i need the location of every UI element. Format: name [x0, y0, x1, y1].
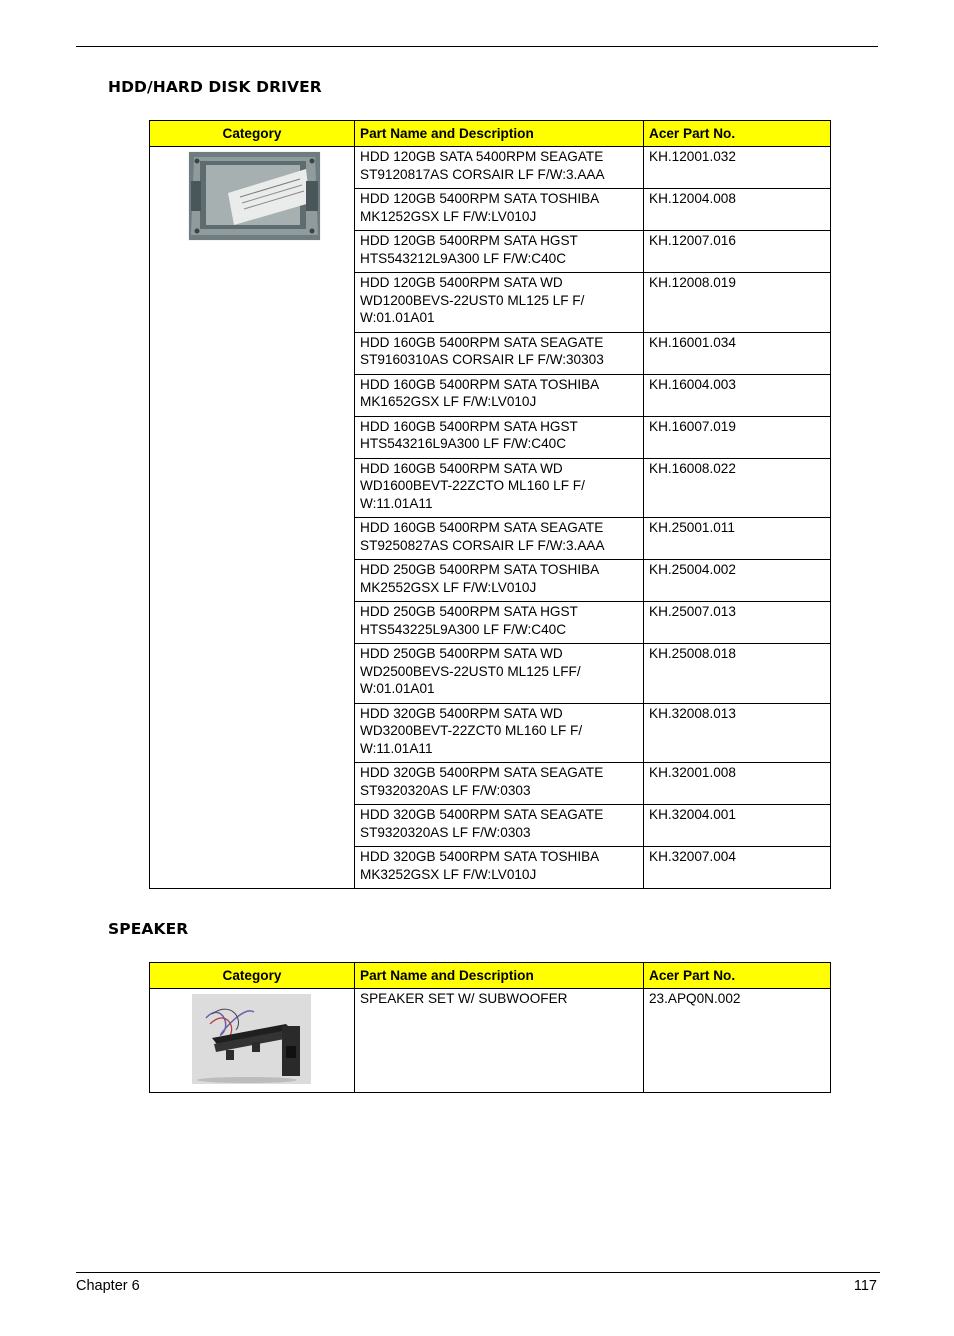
- acer-part-number: KH.25007.013: [644, 602, 831, 644]
- header-category: Category: [150, 121, 355, 147]
- category-image-cell: [150, 147, 355, 889]
- acer-part-number: KH.16007.019: [644, 416, 831, 458]
- part-description: HDD 160GB 5400RPM SATA SEAGATE ST9160310AS CORSAIR LF F/W:30303: [355, 332, 644, 374]
- part-description: HDD 250GB 5400RPM SATA HGST HTS543225L9A300 LF F/W:C40C: [355, 602, 644, 644]
- part-description: HDD 320GB 5400RPM SATA WD WD3200BEVT-22ZCT0 ML160 LF F/ W:11.01A11: [355, 703, 644, 763]
- category-image-cell: [150, 989, 355, 1093]
- acer-part-number: KH.32007.004: [644, 847, 831, 889]
- acer-part-number: KH.12001.032: [644, 147, 831, 189]
- footer-page-number: 117: [853, 1278, 877, 1294]
- acer-part-number: KH.16001.034: [644, 332, 831, 374]
- speaker-parts-table: [149, 962, 831, 1093]
- part-description: HDD 250GB 5400RPM SATA WD WD2500BEVS-22UST0 ML125 LFF/ W:01.01A01: [355, 644, 644, 704]
- acer-part-number: KH.25004.002: [644, 560, 831, 602]
- acer-part-number: KH.25001.011: [644, 518, 831, 560]
- acer-part-number: KH.12004.008: [644, 189, 831, 231]
- part-description: HDD 320GB 5400RPM SATA SEAGATE ST9320320AS LF F/W:0303: [355, 805, 644, 847]
- acer-part-number: KH.32008.013: [644, 703, 831, 763]
- part-description: HDD 160GB 5400RPM SATA SEAGATE ST9250827AS CORSAIR LF F/W:3.AAA: [355, 518, 644, 560]
- hdd-parts-table: [149, 120, 831, 889]
- footer-chapter: Chapter 6: [76, 1278, 140, 1294]
- acer-part-number: KH.12007.016: [644, 231, 831, 273]
- acer-part-number: KH.32001.008: [644, 763, 831, 805]
- hard-disk-photo-icon: [188, 151, 321, 241]
- part-description: HDD 120GB 5400RPM SATA HGST HTS543212L9A300 LF F/W:C40C: [355, 231, 644, 273]
- part-description: HDD 160GB 5400RPM SATA WD WD1600BEVT-22ZCTO ML160 LF F/ W:11.01A11: [355, 458, 644, 518]
- part-description: HDD 160GB 5400RPM SATA HGST HTS543216L9A300 LF F/W:C40C: [355, 416, 644, 458]
- part-description: HDD 160GB 5400RPM SATA TOSHIBA MK1652GSX LF F/W:LV010J: [355, 374, 644, 416]
- part-description: HDD 120GB 5400RPM SATA TOSHIBA MK1252GSX LF F/W:LV010J: [355, 189, 644, 231]
- part-description: HDD 250GB 5400RPM SATA TOSHIBA MK2552GSX LF F/W:LV010J: [355, 560, 644, 602]
- table-header-row: [150, 121, 831, 147]
- table-row: [150, 147, 831, 189]
- speaker-section-title: SPEAKER: [108, 920, 189, 938]
- part-description: HDD 120GB 5400RPM SATA WD WD1200BEVS-22UST0 ML125 LF F/ W:01.01A01: [355, 273, 644, 333]
- part-description: SPEAKER SET W/ SUBWOOFER: [355, 989, 644, 1093]
- acer-part-number: KH.16004.003: [644, 374, 831, 416]
- header-category: Category: [150, 963, 355, 989]
- speaker-photo-icon: [192, 994, 311, 1084]
- header-part-no: Acer Part No.: [644, 963, 831, 989]
- acer-part-number: KH.25008.018: [644, 644, 831, 704]
- footer-rule: [76, 1272, 880, 1273]
- part-description: HDD 320GB 5400RPM SATA TOSHIBA MK3252GSX LF F/W:LV010J: [355, 847, 644, 889]
- header-description: Part Name and Description: [355, 121, 644, 147]
- table-header-row: [150, 963, 831, 989]
- acer-part-number: KH.16008.022: [644, 458, 831, 518]
- acer-part-number: KH.32004.001: [644, 805, 831, 847]
- acer-part-number: KH.12008.019: [644, 273, 831, 333]
- header-part-no: Acer Part No.: [644, 121, 831, 147]
- hdd-section-title: HDD/HARD DISK DRIVER: [108, 78, 322, 96]
- part-description: HDD 320GB 5400RPM SATA SEAGATE ST9320320AS LF F/W:0303: [355, 763, 644, 805]
- table-row: [150, 989, 831, 1093]
- header-rule: [76, 46, 878, 47]
- acer-part-number: 23.APQ0N.002: [644, 989, 831, 1093]
- part-description: HDD 120GB SATA 5400RPM SEAGATE ST9120817AS CORSAIR LF F/W:3.AAA: [355, 147, 644, 189]
- header-description: Part Name and Description: [355, 963, 644, 989]
